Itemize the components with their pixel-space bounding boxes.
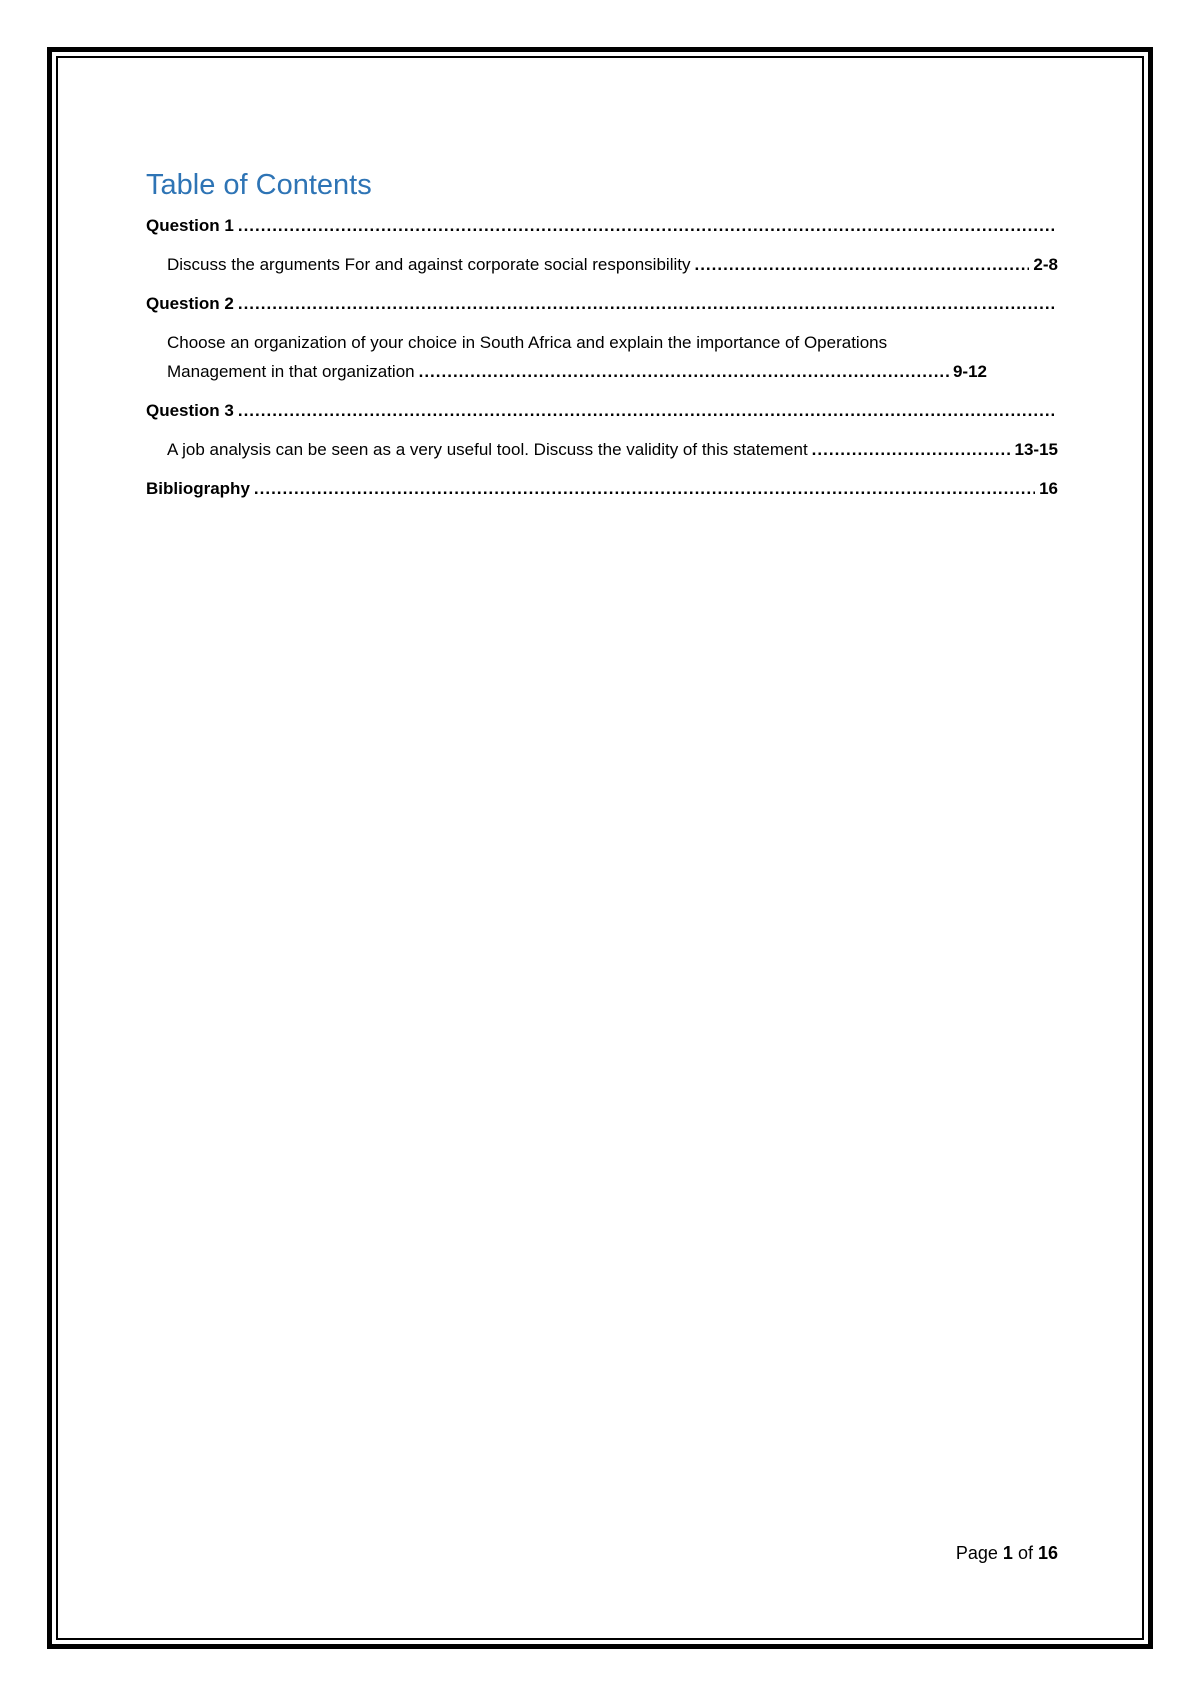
table-of-contents <box>146 168 1058 513</box>
toc-entry-label-line-2: Management in that organization <box>167 361 415 381</box>
toc-entry-label: Question 2 <box>146 293 234 313</box>
footer-page-current: 1 <box>1002 1543 1013 1563</box>
toc-leader-dots <box>238 211 1054 240</box>
footer-page-total: 16 <box>1037 1543 1058 1563</box>
toc-entry-page: 2-8 <box>1033 254 1058 274</box>
toc-entry-label: A job analysis can be seen as a very useful tool. Discuss the validity of this statement <box>167 439 808 459</box>
toc-entry-page: 9-12 <box>952 361 987 381</box>
toc-title: Table of Contents <box>146 169 372 201</box>
toc-leader-dots <box>254 474 1035 503</box>
toc-leader-dots <box>694 250 1029 279</box>
toc-entry-operations-management[interactable] <box>146 328 1058 386</box>
toc-leader-dots <box>238 396 1054 425</box>
toc-leader-dots <box>238 289 1054 318</box>
toc-entry-page: 16 <box>1039 478 1058 498</box>
toc-entry-question-3[interactable] <box>146 396 1058 425</box>
toc-entry-label: Discuss the arguments For and against corporate social responsibility <box>167 254 691 274</box>
toc-entry-label: Question 1 <box>146 215 234 235</box>
toc-entry-csr[interactable] <box>146 250 1058 279</box>
toc-entry-job-analysis[interactable] <box>146 435 1058 464</box>
toc-entry-question-1[interactable] <box>146 211 1058 240</box>
toc-entry-label-line-1: Choose an organization of your choice in South Africa and explain the importance of Operations <box>167 332 888 352</box>
toc-entry-label: Question 3 <box>146 400 234 420</box>
page-footer <box>956 1543 1058 1564</box>
toc-leader-dots <box>812 435 1011 464</box>
toc-leader-dots <box>419 357 949 386</box>
toc-entry-label: Bibliography <box>146 478 250 498</box>
footer-of-label: of <box>1017 1543 1033 1563</box>
toc-entry-question-2[interactable] <box>146 289 1058 318</box>
toc-entry-bibliography[interactable] <box>146 474 1058 503</box>
footer-page-label: Page <box>955 1543 998 1563</box>
toc-entry-page: 13-15 <box>1014 439 1058 459</box>
